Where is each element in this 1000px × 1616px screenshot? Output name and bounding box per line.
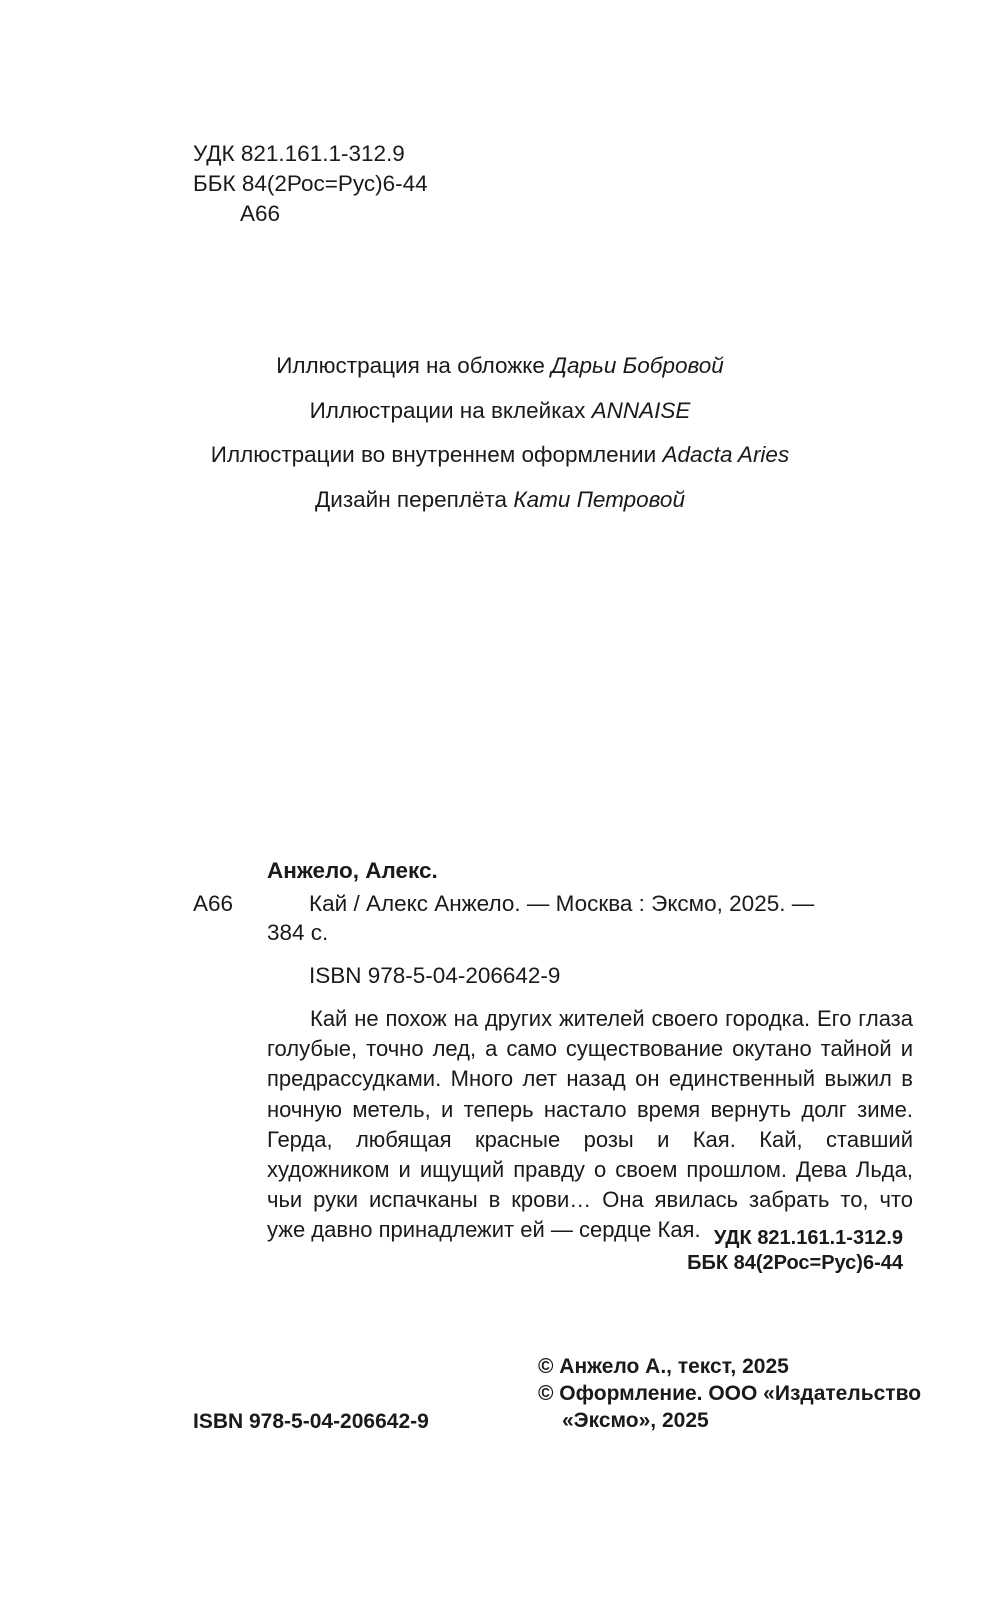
copyright-design: © Оформление. ООО «Издательство	[538, 1382, 922, 1405]
credit-inserts	[0, 397, 1000, 424]
credit-name: ANNAISE	[591, 398, 691, 423]
page-count: 384 с.	[267, 920, 329, 945]
credit-interior	[0, 441, 1000, 468]
bbk-record: ББК 84(2Рос=Рус)6-44	[687, 1252, 903, 1274]
credit-cover	[0, 352, 1000, 379]
credit-binding	[0, 486, 1000, 513]
credit-role: Иллюстрации на вклейках	[309, 398, 586, 423]
credit-role: Дизайн переплёта	[315, 487, 508, 512]
credit-name: Adacta Aries	[662, 442, 790, 467]
author-mark-top: А66	[240, 201, 281, 226]
annotation-text: Кай не похож на других жителей своего городка. Его глаза голубые, точно лед, а само существование окутано тайной и предрассудками. Много лет назад он единственный выжил в ночную метель, и теперь настало время вернуть долг зиме. Герда, любящая красные розы и Кая. Кай, ставший художником и ищущий правду о своем прошлом. Дева Льда, чьи руки испачканы в крови… Она явилась забрать то, что уже давно принадлежит ей — сердце Кая.	[267, 1006, 913, 1243]
credit-role: Иллюстрация на обложке	[276, 353, 545, 378]
udk-top: УДК 821.161.1-312.9	[193, 141, 405, 166]
annotation	[267, 1004, 913, 1246]
credit-role: Иллюстрации во внутреннем оформлении	[210, 442, 657, 467]
bbk-top: ББК 84(2Рос=Рус)6-44	[193, 171, 428, 196]
copyright-text: © Анжело А., текст, 2025	[538, 1355, 789, 1378]
isbn-record: ISBN 978-5-04-206642-9	[309, 963, 561, 988]
copyright-design-cont: «Эксмо», 2025	[562, 1409, 709, 1432]
isbn-footer: ISBN 978-5-04-206642-9	[193, 1410, 429, 1433]
credit-name: Кати Петровой	[513, 487, 685, 512]
udk-record: УДК 821.161.1-312.9	[713, 1227, 903, 1249]
title-line: Кай / Алекс Анжело. — Москва : Эксмо, 2025. —	[309, 891, 815, 916]
credit-name: Дарьи Бобровой	[551, 353, 724, 378]
author-heading: Анжело, Алекс.	[267, 858, 438, 883]
author-mark-record: А66	[193, 891, 234, 916]
